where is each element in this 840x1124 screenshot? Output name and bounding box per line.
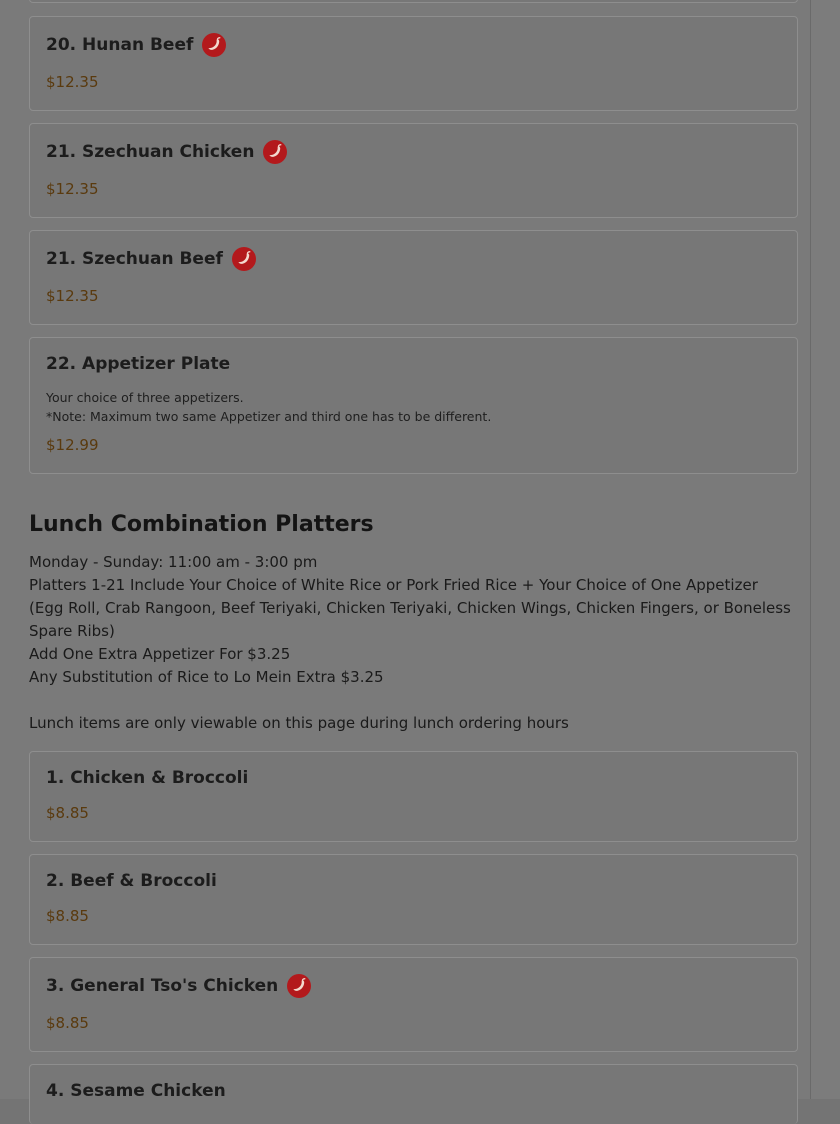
menu-item-title: 21. Szechuan Chicken bbox=[46, 142, 255, 162]
menu-item-title: 22. Appetizer Plate bbox=[46, 354, 231, 374]
section-info-line: Any Substitution of Rice to Lo Mein Extra $3.25 bbox=[29, 668, 384, 686]
menu-item-price: $8.85 bbox=[46, 1014, 89, 1032]
menu-item-name bbox=[46, 247, 256, 271]
menu-item-name bbox=[46, 33, 226, 57]
menu-item-card[interactable] bbox=[29, 230, 798, 325]
menu-item-title: 2. Beef & Broccoli bbox=[46, 871, 217, 891]
section-info-line: Monday - Sunday: 11:00 am - 3:00 pm bbox=[29, 553, 318, 571]
menu-item-card-partial[interactable] bbox=[29, 0, 798, 3]
section-info-line: Add One Extra Appetizer For $3.25 bbox=[29, 645, 291, 663]
menu-item-card[interactable] bbox=[29, 123, 798, 218]
chili-pepper-icon bbox=[287, 974, 311, 998]
menu-item-card[interactable] bbox=[29, 1064, 798, 1124]
chili-pepper-icon bbox=[232, 247, 256, 271]
menu-item-card[interactable] bbox=[29, 751, 798, 842]
menu-item-name bbox=[46, 768, 248, 788]
section-title: Lunch Combination Platters bbox=[29, 512, 374, 537]
menu-item-price: $12.35 bbox=[46, 73, 99, 91]
menu-item-price: $8.85 bbox=[46, 907, 89, 925]
section-info-line: Platters 1-21 Include Your Choice of White Rice or Pork Fried Rice + Your Choice of One Appetizer bbox=[29, 576, 758, 594]
chili-pepper-icon bbox=[202, 33, 226, 57]
menu-item-price: $12.99 bbox=[46, 436, 99, 454]
menu-item-title: 4. Sesame Chicken bbox=[46, 1081, 226, 1101]
description-line: *Note: Maximum two same Appetizer and third one has to be different. bbox=[46, 409, 492, 424]
menu-item-price: $12.35 bbox=[46, 180, 99, 198]
menu-item-title: 20. Hunan Beef bbox=[46, 35, 194, 55]
menu-item-price: $12.35 bbox=[46, 287, 99, 305]
lunch-hours-note: Lunch items are only viewable on this page during lunch ordering hours bbox=[29, 714, 569, 732]
menu-item-name bbox=[46, 354, 230, 374]
description-line: Your choice of three appetizers. bbox=[46, 390, 244, 405]
menu-item-name bbox=[46, 1081, 226, 1101]
menu-item-title: 21. Szechuan Beef bbox=[46, 249, 223, 269]
chili-pepper-icon bbox=[263, 140, 287, 164]
menu-item-description bbox=[46, 388, 491, 426]
section-info-line: Spare Ribs) bbox=[29, 622, 115, 640]
menu-item-name bbox=[46, 140, 287, 164]
menu-item-card[interactable] bbox=[29, 337, 798, 474]
menu-item-price: $8.85 bbox=[46, 804, 89, 822]
menu-item-name bbox=[46, 974, 311, 998]
menu-item-name bbox=[46, 871, 217, 891]
menu-item-card[interactable] bbox=[29, 854, 798, 945]
menu-item-title: 1. Chicken & Broccoli bbox=[46, 768, 249, 788]
menu-item-title: 3. General Tso's Chicken bbox=[46, 976, 279, 996]
scrollbar-track[interactable] bbox=[810, 0, 840, 1099]
section-info-line: (Egg Roll, Crab Rangoon, Beef Teriyaki, Chicken Teriyaki, Chicken Wings, Chicken Fingers, or Boneless bbox=[29, 599, 791, 617]
menu-item-card[interactable] bbox=[29, 957, 798, 1052]
menu-item-card[interactable] bbox=[29, 16, 798, 111]
